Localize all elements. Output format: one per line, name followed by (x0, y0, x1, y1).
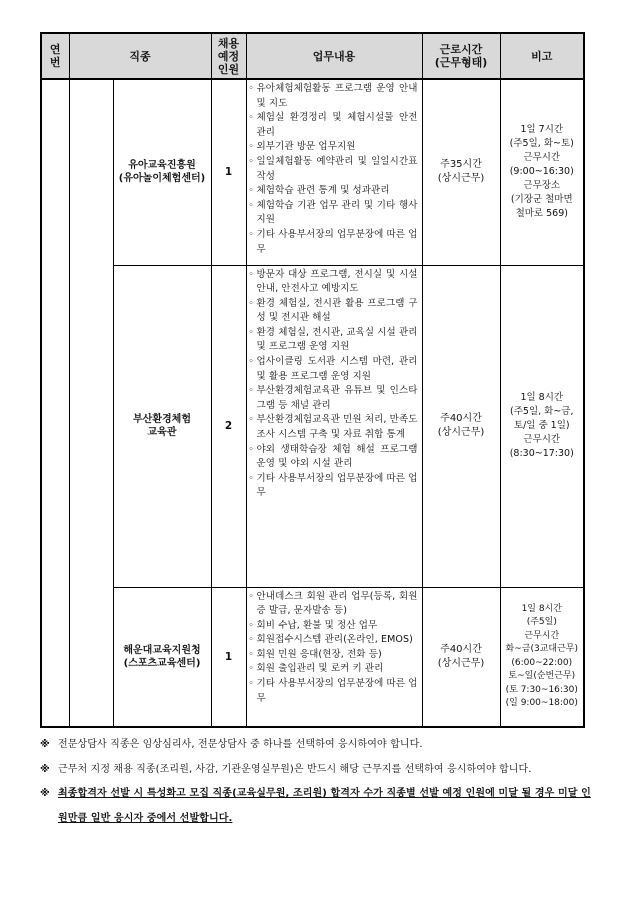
duty-item: ◦ 체험학습 기관 업무 관리 및 기타 행사 지원 (257, 199, 418, 228)
duty-item: ◦ 방문자 대상 프로그램, 전시실 및 시설 안내, 안전사고 예방지도 (257, 268, 418, 297)
header-hours: 근로시간 (근무형태) (422, 33, 500, 79)
duties-cell (246, 79, 422, 265)
duty-item: ◦ 부산환경체험교육관 민원 처리, 만족도 조사 시스템 구축 및 자료 취합 통계 (257, 413, 418, 442)
reference-mark: ※ (40, 739, 50, 750)
footnote-text: 최종합격자 선발 시 특성화고 모집 직종(교육실무원, 조리원) 합격자 수가 직종별 선발 예정 인원에 미달 될 경우 미달 인원만큼 일반 응시자 중에서 선발합니다. (58, 788, 591, 824)
header-job: 직종 (69, 33, 211, 79)
duties-list (247, 80, 422, 257)
header-duties: 업무내용 (246, 33, 422, 79)
workplace-name: 해운대교육지원청 (스포츠교육센터) (113, 587, 211, 727)
hire-count: 1 (211, 587, 246, 727)
footnote-text: 전문상담사 직종은 임상심리사, 전문상담사 중 하나를 선택하여 응시하여야 합니다. (58, 739, 423, 750)
row-number-cell (41, 79, 69, 727)
work-hours: 주40시간 (상시근무) (422, 265, 500, 587)
header-note: 비고 (500, 33, 584, 79)
duties-cell (246, 265, 422, 587)
remarks: 1일 8시간 (주5일) 근무시간 화~금(3교대근무) (6:00~22:00) 토~일(순번근무) (토 7:30~16:30) (일 9:00~18:00) (500, 587, 584, 727)
job-category-cell (69, 79, 113, 727)
duty-item: ◦ 회원 출입관리 및 로커 키 관리 (257, 662, 418, 677)
duty-item: ◦ 환경 체험실, 전시관 활용 프로그램 구성 및 전시관 해설 (257, 297, 418, 326)
duty-item: ◦ 체험실 환경정리 및 체험시설물 안전 관리 (257, 111, 418, 140)
footnote (40, 782, 600, 831)
work-hours: 주35시간 (상시근무) (422, 79, 500, 265)
table-row (41, 265, 584, 587)
duties-cell (246, 587, 422, 727)
duty-item: ◦ 회원접수시스템 관리(온라인, EMOS) (257, 633, 418, 648)
footnotes (40, 733, 600, 831)
hire-count: 2 (211, 265, 246, 587)
job-table (40, 32, 585, 728)
duty-item: ◦ 유아체험체험활동 프로그램 운영 안내 및 지도 (257, 82, 418, 111)
duty-item: ◦ 부산환경체험교육관 유튜브 및 인스타그램 등 채널 관리 (257, 384, 418, 413)
table-header-row (41, 33, 584, 79)
duty-item: ◦ 회비 수납, 환불 및 정산 업무 (257, 619, 418, 634)
header-no: 연 번 (41, 33, 69, 79)
duty-item: ◦ 기타 사용부서장의 업무분장에 따른 업무 (257, 677, 418, 706)
duty-item: ◦ 기타 사용부서장의 업무분장에 따른 업무 (257, 472, 418, 501)
duty-item: ◦ 야외 생태학습장 체험 해설 프로그램 운영 및 야외 시설 관리 (257, 443, 418, 472)
remarks: 1일 8시간 (주5일, 화~금, 토/일 중 1일) 근무시간 (8:30~17:30) (500, 265, 584, 587)
duty-item: ◦ 외부기관 방문 업무지원 (257, 140, 418, 155)
duty-item: ◦ 안내데스크 회원 관리 업무(등록, 회원증 발급, 문자발송 등) (257, 590, 418, 619)
duty-item: ◦ 기타 사용부서장의 업무분장에 따른 업무 (257, 228, 418, 257)
remarks: 1일 7시간 (주5일, 화~토) 근무시간 (9:00~16:30) 근무장소 (기장군 철마면 철마로 569) (500, 79, 584, 265)
duty-item: ◦ 체험학습 관련 통계 및 성과관리 (257, 184, 418, 199)
work-hours: 주40시간 (상시근무) (422, 587, 500, 727)
hire-count: 1 (211, 79, 246, 265)
reference-mark: ※ (40, 788, 50, 799)
table-row (41, 79, 584, 265)
table-row (41, 587, 584, 727)
workplace-name: 유아교육진흥원 (유아놀이체험센터) (113, 79, 211, 265)
footnote (40, 758, 600, 783)
duty-item: ◦ 환경 체험실, 전시관, 교육실 시설 관리 및 프로그램 운영 지원 (257, 326, 418, 355)
duties-list (247, 266, 422, 502)
footnote (40, 733, 600, 758)
footnote-text: 근무처 지정 채용 직종(조리원, 사감, 기관운영실무원)은 반드시 해당 근무지를 선택하여 응시하여야 합니다. (58, 763, 532, 775)
duty-item: ◦ 업사이클링 도서관 시스템 마련, 관리 및 활용 프로그램 운영 지원 (257, 355, 418, 384)
header-count: 채용 예정 인원 (211, 33, 246, 79)
workplace-name: 부산환경체험 교육관 (113, 265, 211, 587)
duty-item: ◦ 일일체험활동 예약관리 및 일일시간표작성 (257, 155, 418, 184)
duty-item: ◦ 회원 민원 응대(현장, 전화 등) (257, 648, 418, 663)
duties-list (247, 588, 422, 707)
reference-mark: ※ (40, 763, 50, 775)
